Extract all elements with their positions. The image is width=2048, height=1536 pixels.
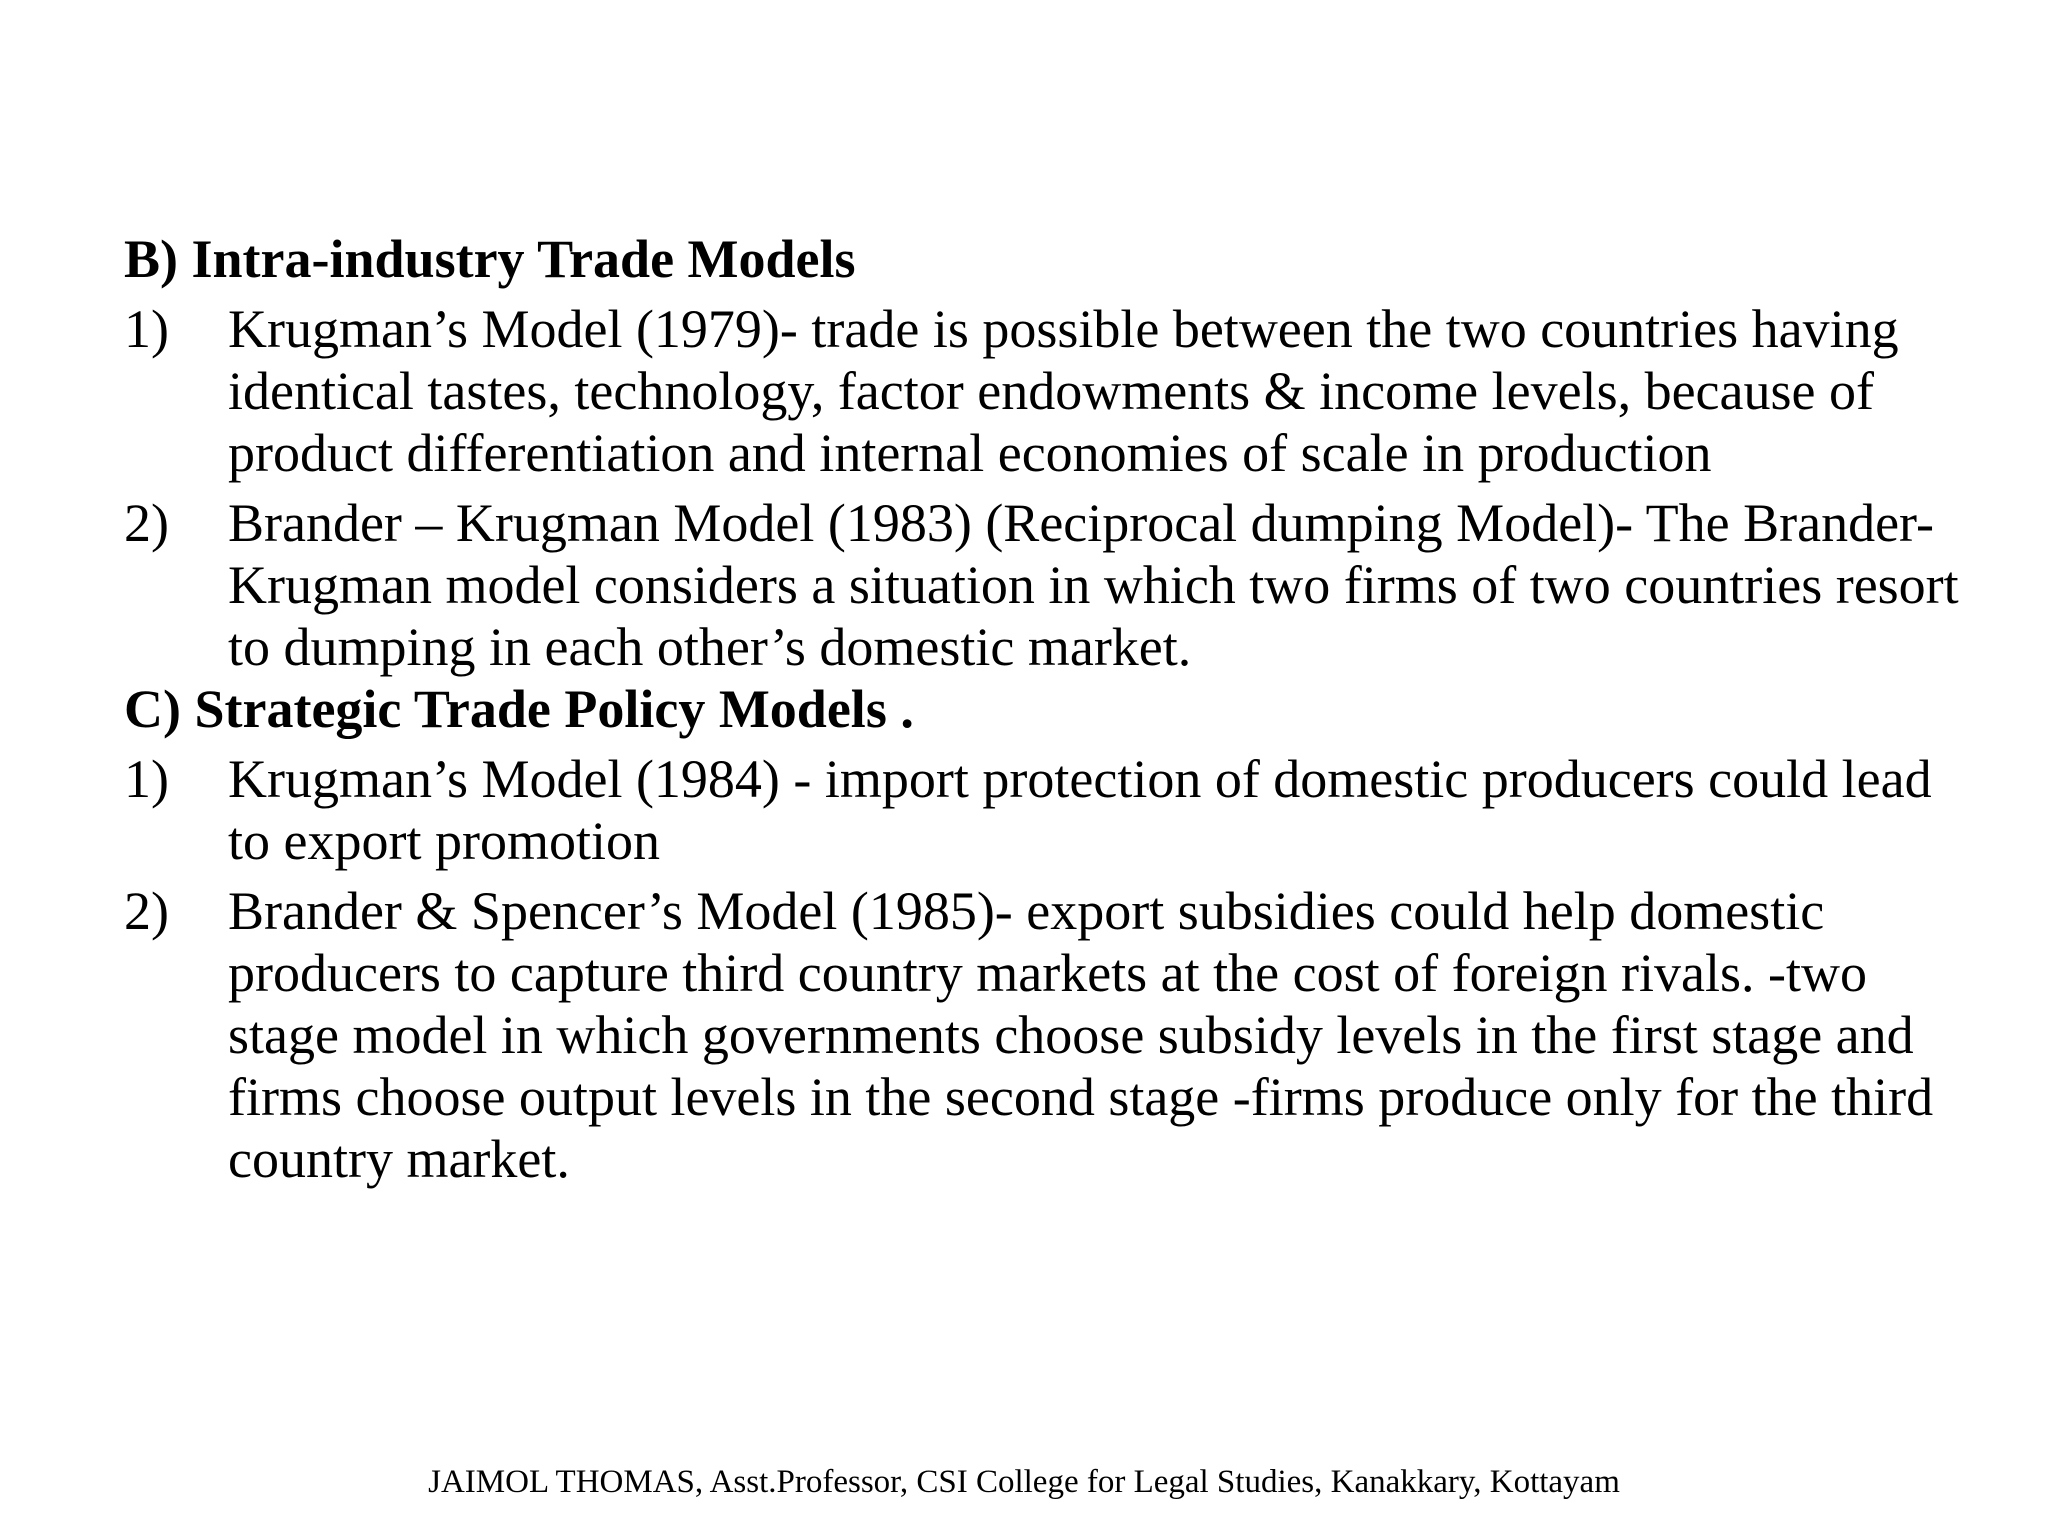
list-item — [124, 748, 1984, 872]
list-item — [124, 298, 1984, 484]
list-item-number: 2) — [124, 881, 169, 941]
list-item-number: 1) — [124, 299, 169, 359]
list-item — [124, 492, 1984, 678]
list-item-text: Krugman’s Model (1979)- trade is possible between the two countries having identical tastes, technology, factor endowments & income levels, because of product differentiation and internal economies of scale in production — [228, 299, 1899, 483]
list-item-text: Krugman’s Model (1984) - import protection of domestic producers could lead to export promotion — [228, 749, 1932, 871]
list-item-number: 2) — [124, 493, 169, 553]
list-item — [124, 880, 1984, 1190]
list-item-text: Brander & Spencer’s Model (1985)- export subsidies could help domestic producers to capture third country markets at the cost of foreign rivals. -two stage model in which governments choose subsidy levels in the first stage and firms choose output levels in the second stage -firms produce only for the third country market. — [228, 881, 1934, 1189]
footer-credit: JAIMOL THOMAS, Asst.Professor, CSI College for Legal Studies, Kanakkary, Kottayam — [428, 1464, 1620, 1500]
list-item-text: Brander – Krugman Model (1983) (Reciprocal dumping Model)- The Brander- Krugman model considers a situation in which two firms of two countries resort to dumping in each other’s domestic market. — [228, 493, 1959, 677]
list-item-number: 1) — [124, 749, 169, 809]
section-heading-c: C) Strategic Trade Policy Models . — [124, 679, 914, 739]
slide-content — [124, 228, 1984, 1190]
section-heading-b: B) Intra-industry Trade Models — [124, 229, 856, 289]
